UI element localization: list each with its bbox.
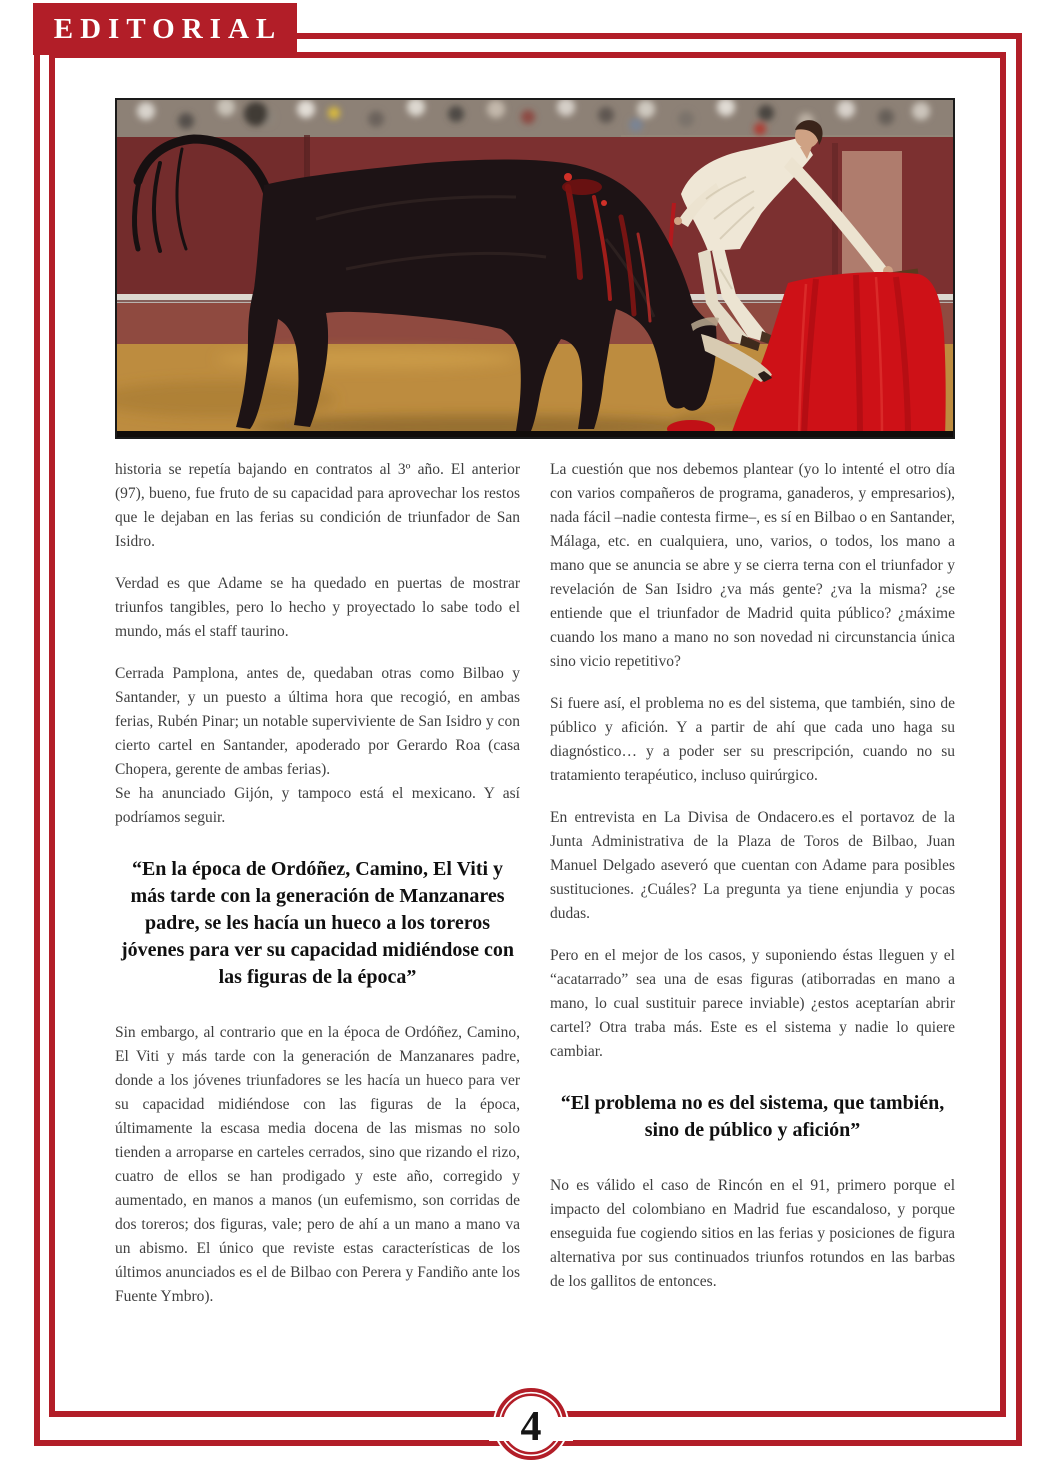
left-column [115, 458, 520, 1327]
paragraph: En entrevista en La Divisa de Ondacero.es el portavoz de la Junta Administrativa de la Plaza de Toros de Bilbao, Juan Manuel Delgado aseveró que cuentan con Adame para posibles sustituciones. ¿Cuáles? La pregunta ya tiene enjundia y pocas dudas. [550, 809, 955, 922]
paragraph: La cuestión que nos debemos plantear (yo lo intenté el otro día con varios compañeros de programa, ganaderos, y empresarios), nada fácil –nadie contesta firme–, es sí en Bilbao o en Santander, Málaga, etc. en cualquiera, uno, varios, o todos, los mano a mano que se anuncia se abre y se cierra terna con el triunfador y revelación de San Isidro ¿va más gente? ¿va la misma? ¿se entiende que el triunfador de Madrid quita público? ¿máxime cuando los mano a mano no son novedad ni circunstancia única sino vicio repetitivo? [550, 461, 955, 670]
paragraph: Pero en el mejor de los casos, y suponiendo éstas lleguen y el “acatarrado” sea una de esas figuras (atiborradas en mano a mano, lo cual sustituir parece inviable) ¿estos aceptarían abrir cartel? Otra traba más. Este es el sistema y nadie lo quiere cambiar. [550, 947, 955, 1060]
page-number-medallion [451, 1376, 611, 1472]
article-body [115, 458, 955, 1327]
bullfight-photo [115, 98, 955, 439]
paragraph: Se ha anunciado Gijón, y tampoco está el mexicano. Y así podríamos seguir. [115, 785, 520, 826]
paragraph: No es válido el caso de Rincón en el 91, primero porque el impacto del colombiano en Madrid fue escandaloso, y porque enseguida fue cogiendo sitios en las ferias y posiciones de figura alternativa por sus continuados triunfos rotundos en las barbas de los gallitos de entonces. [550, 1177, 955, 1290]
bullfight-illustration [116, 99, 954, 438]
right-column [550, 458, 955, 1327]
paragraph: Cerrada Pamplona, antes de, quedaban otras como Bilbao y Santander, y un puesto a última hora que recogió, en ambas ferias, Rubén Pinar; un notable superviviente de San Isidro y con cierto cartel en Santander, apoderado por Gerardo Roa (casa Chopera, gerente de ambas ferias). [115, 665, 520, 778]
pull-quote: “En la época de Ordóñez, Camino, El Viti y más tarde con la generación de Manzanares padre, se les hacía un hueco a los toreros jóvenes para ver su capacidad midiéndose con las figuras de la época” [121, 858, 514, 988]
pull-quote: “El problema no es del sistema, que también, sino de público y afición” [560, 1092, 945, 1141]
paragraph: historia se repetía bajando en contratos al 3º año. El anterior (97), bueno, fue fruto de su capacidad para aprovechar los restos que le dejaban en las ferias su condición de triunfador de San Isidro. [115, 461, 520, 550]
paragraph: Sin embargo, al contrario que en la época de Ordóñez, Camino, El Viti y más tarde con la generación de Manzanares padre, donde a los jóvenes triunfadores se les hacía un hueco para ver su capacidad midiéndose con las figuras de la época, últimamente la escasa media docena de las mismas no solo tienden a arroparse en carteles cerrados, sino que rizando el rizo, cuatro de ellos se han prodigado y este año, corregido y aumentado, en manos a manos (un eufemismo, son corridas de dos toreros; dos figuras, vale; pero de ahí a un mano a mano va un abismo. El único que reviste estas características de los últimos anunciados es el de Bilbao con Perera y Fandiño ante los Fuente Ymbro). [115, 1024, 520, 1305]
paragraph: Verdad es que Adame se ha quedado en puertas de mostrar triunfos tangibles, pero lo hecho y proyectado lo sabe todo el mundo, más el staff taurino. [115, 575, 520, 640]
editorial-badge-label: EDITORIAL [53, 12, 283, 45]
editorial-badge [33, 3, 297, 55]
page-number: 4 [520, 1404, 542, 1450]
paragraph: Si fuere así, el problema no es del sistema, que también, sino de público y afición. Y a partir de ahí que cada uno haga su diagnóstico… y a poder ser su prescripción, cuando no su tratamiento terapéutico, incluso quirúrgico. [550, 695, 955, 784]
photo-bottom-strip [116, 431, 954, 438]
